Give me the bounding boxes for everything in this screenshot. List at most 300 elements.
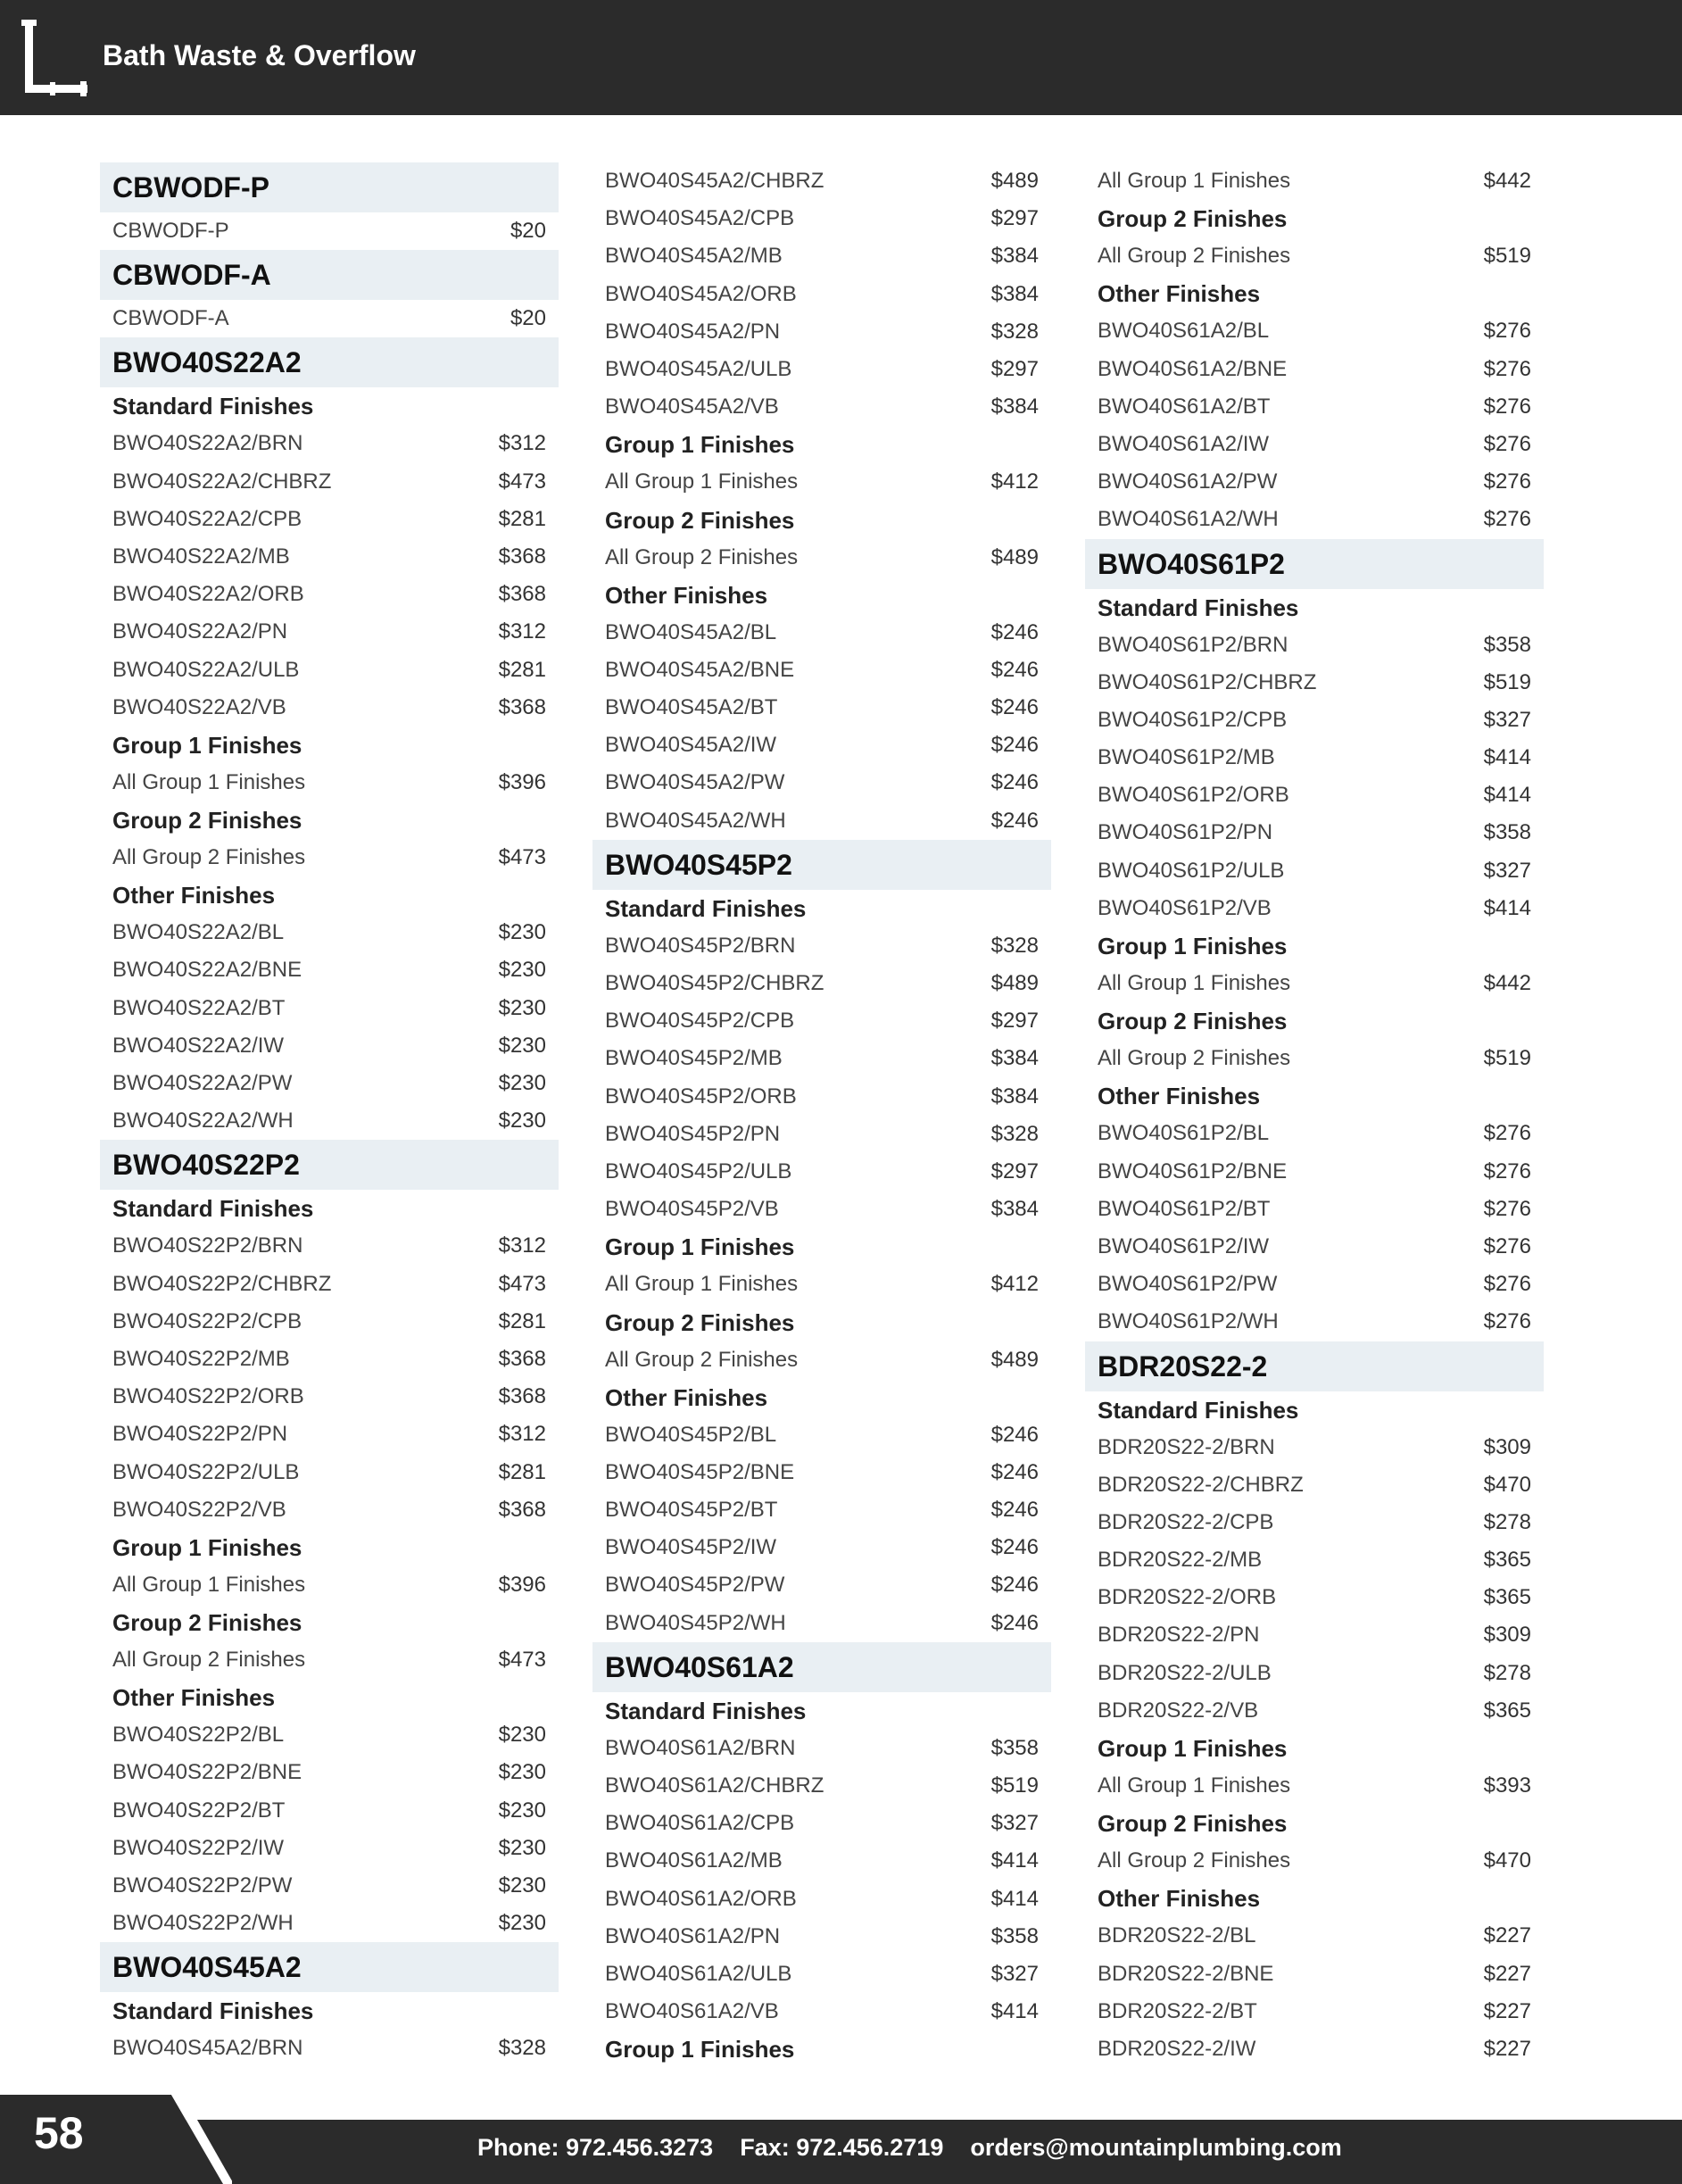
item-code: BWO40S45P2/BL xyxy=(605,1422,777,1447)
item-price: $246 xyxy=(990,657,1039,682)
price-row xyxy=(1085,388,1544,426)
price-row xyxy=(592,1767,1051,1805)
item-code: BDR20S22-2/ULB xyxy=(1098,1660,1272,1685)
finish-group-heading: Other Finishes xyxy=(1098,1885,1261,1913)
price-row xyxy=(1085,1429,1544,1466)
item-code: All Group 1 Finishes xyxy=(605,1272,799,1297)
item-price: $358 xyxy=(1483,820,1531,845)
price-row xyxy=(100,839,559,876)
price-row xyxy=(1085,426,1544,463)
price-row xyxy=(1085,776,1544,814)
item-code: BWO40S22P2/WH xyxy=(112,1911,294,1936)
item-price: $368 xyxy=(498,694,546,719)
price-row xyxy=(592,388,1051,426)
item-code: BWO40S22A2/ORB xyxy=(112,582,304,607)
item-price: $230 xyxy=(498,995,546,1020)
finish-group-heading: Other Finishes xyxy=(112,882,276,909)
section-heading: BWO40S22P2 xyxy=(100,1140,559,1190)
price-row xyxy=(592,1040,1051,1077)
item-code: BWO40S22P2/PN xyxy=(112,1422,288,1447)
item-code: All Group 2 Finishes xyxy=(1098,1848,1291,1873)
price-row xyxy=(592,1842,1051,1880)
item-code: BWO40S22P2/ORB xyxy=(112,1384,304,1409)
item-code: BWO40S22A2/MB xyxy=(112,544,290,569)
item-code: BWO40S45P2/VB xyxy=(605,1197,779,1222)
price-row xyxy=(592,1266,1051,1303)
item-price: $384 xyxy=(990,394,1039,419)
item-code: All Group 1 Finishes xyxy=(112,769,306,794)
item-code: BWO40S61A2/PN xyxy=(605,1923,781,1948)
item-code: BWO40S61A2/PW xyxy=(1098,469,1278,494)
item-price: $230 xyxy=(498,1033,546,1058)
item-price: $328 xyxy=(498,2036,546,2061)
item-price: $412 xyxy=(990,469,1039,494)
item-price: $368 xyxy=(498,582,546,607)
price-column-1 xyxy=(100,162,559,2068)
item-price: $312 xyxy=(498,619,546,644)
price-row xyxy=(1085,1956,1544,1993)
item-code: BDR20S22-2/BNE xyxy=(1098,1961,1274,1986)
item-code: BWO40S61A2/ORB xyxy=(605,1886,797,1911)
item-price: $327 xyxy=(1483,858,1531,883)
price-row xyxy=(1085,1228,1544,1266)
price-row xyxy=(592,1605,1051,1642)
item-price: $470 xyxy=(1483,1848,1531,1873)
finish-group-heading: Group 2 Finishes xyxy=(112,1609,302,1637)
item-code: All Group 1 Finishes xyxy=(1098,971,1291,995)
item-price: $473 xyxy=(498,469,546,494)
finish-group-heading: Standard Finishes xyxy=(605,894,807,922)
price-row xyxy=(592,965,1051,1002)
item-price: $358 xyxy=(990,1735,1039,1760)
price-row xyxy=(1085,739,1544,776)
item-price: $230 xyxy=(498,1723,546,1748)
item-price: $276 xyxy=(1483,356,1531,381)
item-price: $227 xyxy=(1483,1923,1531,1948)
price-row xyxy=(1085,1692,1544,1730)
item-code: BWO40S45P2/IW xyxy=(605,1535,777,1560)
item-code: BWO40S61P2/BNE xyxy=(1098,1158,1288,1183)
item-code: BWO40S45A2/WH xyxy=(605,808,786,833)
item-code: BWO40S22A2/WH xyxy=(112,1109,294,1134)
item-code: BWO40S45P2/BRN xyxy=(605,933,796,958)
price-row xyxy=(592,1116,1051,1153)
item-price: $276 xyxy=(1483,1158,1531,1183)
finish-group-heading: Other Finishes xyxy=(1098,280,1261,308)
price-row xyxy=(1085,1466,1544,1504)
item-price: $414 xyxy=(990,1999,1039,2024)
item-price: $20 xyxy=(510,219,546,243)
price-row xyxy=(100,1454,559,1491)
price-row xyxy=(100,1754,559,1791)
item-price: $489 xyxy=(990,169,1039,193)
finish-group-heading: Standard Finishes xyxy=(605,1697,807,1724)
item-code: BWO40S45A2/ORB xyxy=(605,281,797,306)
item-code: BWO40S45P2/MB xyxy=(605,1046,783,1071)
price-row xyxy=(1085,890,1544,927)
section-heading: BWO40S45A2 xyxy=(100,1942,559,1992)
item-price: $328 xyxy=(990,933,1039,958)
price-row xyxy=(100,613,559,651)
item-price: $365 xyxy=(1483,1698,1531,1723)
item-code: BWO40S61P2/PW xyxy=(1098,1272,1278,1297)
item-price: $365 xyxy=(1483,1585,1531,1610)
price-row xyxy=(100,300,559,337)
item-price: $276 xyxy=(1483,319,1531,344)
price-row xyxy=(100,1830,559,1867)
item-code: All Group 2 Finishes xyxy=(605,1347,799,1372)
item-code: BWO40S22A2/ULB xyxy=(112,657,300,682)
price-row xyxy=(1085,237,1544,275)
pipe-logo-icon xyxy=(20,16,91,98)
item-price: $278 xyxy=(1483,1509,1531,1534)
item-code: BWO40S45P2/PN xyxy=(605,1121,781,1146)
item-price: $281 xyxy=(498,1308,546,1333)
section-heading: BWO40S61A2 xyxy=(592,1642,1051,1692)
item-price: $327 xyxy=(990,1961,1039,1986)
item-code: BWO40S61P2/BT xyxy=(1098,1196,1271,1221)
item-price: $276 xyxy=(1483,1196,1531,1221)
price-row xyxy=(592,1454,1051,1491)
item-code: BWO40S45A2/MB xyxy=(605,244,783,269)
item-code: BWO40S45A2/CPB xyxy=(605,206,795,231)
item-code: BWO40S22A2/VB xyxy=(112,694,286,719)
item-code: BDR20S22-2/MB xyxy=(1098,1548,1263,1573)
price-row xyxy=(100,1303,559,1341)
item-price: $227 xyxy=(1483,1961,1531,1986)
item-price: $368 xyxy=(498,544,546,569)
item-code: BWO40S61P2/WH xyxy=(1098,1309,1279,1334)
price-row xyxy=(1085,1115,1544,1152)
item-code: BWO40S61P2/CHBRZ xyxy=(1098,669,1317,694)
item-price: $519 xyxy=(1483,1046,1531,1071)
price-row xyxy=(100,1416,559,1453)
item-price: $368 xyxy=(498,1384,546,1409)
item-code: BWO40S45A2/ULB xyxy=(605,356,792,381)
price-column-2 xyxy=(592,162,1051,2068)
page-header xyxy=(0,0,1682,115)
price-row xyxy=(1085,1767,1544,1805)
price-row xyxy=(1085,1040,1544,1077)
item-code: BDR20S22-2/ORB xyxy=(1098,1585,1277,1610)
price-row xyxy=(1085,1266,1544,1303)
price-row xyxy=(1085,1541,1544,1579)
item-code: BWO40S22P2/BNE xyxy=(112,1760,302,1785)
price-row xyxy=(1085,1303,1544,1341)
section-heading: CBWODF-P xyxy=(100,162,559,212)
item-code: BWO40S61P2/ORB xyxy=(1098,783,1289,808)
item-price: $384 xyxy=(990,1046,1039,1071)
item-price: $473 xyxy=(498,1271,546,1296)
item-price: $227 xyxy=(1483,2036,1531,2061)
price-row xyxy=(592,313,1051,351)
item-code: BWO40S22A2/CHBRZ xyxy=(112,469,332,494)
price-row xyxy=(592,351,1051,388)
item-code: BWO40S22A2/BRN xyxy=(112,431,303,456)
price-row xyxy=(1085,1655,1544,1692)
price-row xyxy=(1085,1191,1544,1228)
item-code: BWO40S22P2/BT xyxy=(112,1798,286,1823)
item-price: $327 xyxy=(1483,707,1531,732)
item-price: $246 xyxy=(990,1610,1039,1635)
price-row xyxy=(592,1566,1051,1604)
item-price: $368 xyxy=(498,1497,546,1522)
price-row xyxy=(592,1341,1051,1379)
item-price: $246 xyxy=(990,808,1039,833)
item-code: BWO40S61P2/PN xyxy=(1098,820,1273,845)
price-row xyxy=(1085,1917,1544,1955)
price-row xyxy=(100,1341,559,1378)
finish-group-heading: Group 1 Finishes xyxy=(605,2036,795,2064)
item-code: BWO40S61P2/ULB xyxy=(1098,858,1285,883)
section-heading: BWO40S61P2 xyxy=(1085,539,1544,589)
item-code: BWO40S22P2/BL xyxy=(112,1723,285,1748)
item-code: All Group 2 Finishes xyxy=(112,1648,306,1673)
price-row xyxy=(1085,627,1544,664)
item-price: $312 xyxy=(498,1233,546,1258)
price-row xyxy=(592,1078,1051,1116)
item-price: $412 xyxy=(990,1272,1039,1297)
price-row xyxy=(592,200,1051,237)
footer-contact xyxy=(477,2130,1342,2165)
item-code: BDR20S22-2/BT xyxy=(1098,1998,1257,2023)
item-code: BWO40S45A2/VB xyxy=(605,394,779,419)
footer-phone: Phone: 972.456.3273 xyxy=(477,2134,714,2161)
item-price: $414 xyxy=(990,1886,1039,1911)
item-code: All Group 1 Finishes xyxy=(605,469,799,494)
price-row xyxy=(592,1881,1051,1918)
finish-group-heading: Group 2 Finishes xyxy=(605,506,795,534)
price-row xyxy=(100,951,559,989)
item-code: CBWODF-A xyxy=(112,306,229,331)
price-row xyxy=(100,652,559,689)
price-row xyxy=(1085,702,1544,739)
item-price: $230 xyxy=(498,958,546,983)
item-code: BWO40S22P2/VB xyxy=(112,1497,286,1522)
item-code: All Group 2 Finishes xyxy=(1098,1046,1291,1071)
item-code: BDR20S22-2/IW xyxy=(1098,2036,1256,2061)
price-row xyxy=(592,689,1051,727)
item-code: BWO40S61A2/CPB xyxy=(605,1811,795,1836)
price-row xyxy=(592,237,1051,275)
price-row xyxy=(1085,664,1544,702)
price-row xyxy=(1085,1504,1544,1541)
item-code: BWO40S22A2/PN xyxy=(112,619,288,644)
item-price: $281 xyxy=(498,1459,546,1484)
item-price: $281 xyxy=(498,657,546,682)
item-price: $230 xyxy=(498,1911,546,1936)
price-row xyxy=(100,1065,559,1102)
item-code: BWO40S22P2/ULB xyxy=(112,1459,300,1484)
price-row xyxy=(592,764,1051,801)
item-code: BDR20S22-2/PN xyxy=(1098,1623,1260,1648)
item-price: $358 xyxy=(990,1923,1039,1948)
finish-group-heading: Standard Finishes xyxy=(1098,594,1299,621)
section-heading: BWO40S45P2 xyxy=(592,840,1051,890)
item-price: $489 xyxy=(990,971,1039,995)
item-price: $519 xyxy=(1483,244,1531,269)
item-price: $230 xyxy=(498,1109,546,1134)
item-price: $246 xyxy=(990,619,1039,644)
item-code: BWO40S61A2/VB xyxy=(605,1999,779,2024)
item-code: BDR20S22-2/BRN xyxy=(1098,1434,1275,1459)
item-price: $312 xyxy=(498,431,546,456)
item-code: BWO40S61P2/MB xyxy=(1098,745,1275,770)
item-price: $297 xyxy=(990,356,1039,381)
finish-group-heading: Group 1 Finishes xyxy=(1098,1735,1288,1762)
item-code: All Group 2 Finishes xyxy=(1098,244,1291,269)
item-price: $297 xyxy=(990,1009,1039,1034)
price-row xyxy=(100,1027,559,1065)
item-price: $519 xyxy=(1483,669,1531,694)
item-code: BWO40S45A2/PW xyxy=(605,770,785,795)
item-code: CBWODF-P xyxy=(112,219,229,243)
price-row xyxy=(592,1918,1051,1956)
item-price: $396 xyxy=(498,769,546,794)
price-row xyxy=(1085,965,1544,1002)
item-code: BWO40S45P2/PW xyxy=(605,1573,785,1598)
finish-group-heading: Group 1 Finishes xyxy=(112,731,302,759)
item-code: BWO40S61P2/CPB xyxy=(1098,707,1288,732)
item-price: $246 xyxy=(990,1535,1039,1560)
finish-group-heading: Standard Finishes xyxy=(112,1195,314,1223)
finish-group-heading: Group 2 Finishes xyxy=(1098,205,1288,233)
item-price: $414 xyxy=(1483,783,1531,808)
item-price: $489 xyxy=(990,544,1039,569)
item-code: BWO40S45P2/WH xyxy=(605,1610,786,1635)
price-row xyxy=(1085,501,1544,538)
item-code: All Group 1 Finishes xyxy=(112,1572,306,1597)
item-price: $230 xyxy=(498,1760,546,1785)
item-price: $312 xyxy=(498,1422,546,1447)
item-price: $309 xyxy=(1483,1434,1531,1459)
item-price: $384 xyxy=(990,281,1039,306)
item-code: All Group 2 Finishes xyxy=(112,845,306,870)
price-row xyxy=(100,1491,559,1529)
price-row xyxy=(592,276,1051,313)
price-row xyxy=(592,1191,1051,1228)
item-code: BWO40S61P2/BRN xyxy=(1098,632,1288,657)
price-row xyxy=(592,1993,1051,2030)
finish-group-heading: Standard Finishes xyxy=(1098,1396,1299,1424)
item-price: $230 xyxy=(498,1071,546,1095)
section-heading: CBWODF-A xyxy=(100,250,559,300)
finish-group-heading: Standard Finishes xyxy=(112,1997,314,2025)
price-row xyxy=(100,1716,559,1754)
item-price: $358 xyxy=(1483,632,1531,657)
price-row xyxy=(100,1102,559,1140)
item-price: $327 xyxy=(990,1811,1039,1836)
item-code: BWO40S45A2/BT xyxy=(605,695,778,720)
price-row xyxy=(592,1529,1051,1566)
item-code: BWO40S61A2/ULB xyxy=(605,1961,792,1986)
item-price: $276 xyxy=(1483,1233,1531,1258)
item-price: $246 xyxy=(990,770,1039,795)
price-row xyxy=(1085,1842,1544,1880)
finish-group-heading: Group 2 Finishes xyxy=(1098,1008,1288,1035)
page-number: 58 xyxy=(34,2108,84,2158)
item-code: BWO40S45P2/BT xyxy=(605,1498,778,1523)
price-row xyxy=(100,1378,559,1416)
footer-email[interactable]: orders@mountainplumbing.com xyxy=(970,2134,1342,2161)
price-row xyxy=(100,1792,559,1830)
item-price: $393 xyxy=(1483,1773,1531,1798)
item-code: BWO40S22A2/PW xyxy=(112,1071,293,1095)
page-title: Bath Waste & Overflow xyxy=(103,39,416,71)
item-code: BWO40S22P2/IW xyxy=(112,1835,285,1860)
finish-group-heading: Group 2 Finishes xyxy=(1098,1810,1288,1838)
item-code: BWO40S61A2/MB xyxy=(605,1848,783,1873)
item-code: BWO40S45P2/ORB xyxy=(605,1084,797,1109)
item-price: $276 xyxy=(1483,507,1531,532)
item-code: BWO40S61A2/BL xyxy=(1098,319,1270,344)
item-price: $384 xyxy=(990,244,1039,269)
item-code: BWO40S22P2/CPB xyxy=(112,1308,302,1333)
item-price: $276 xyxy=(1483,394,1531,419)
item-price: $414 xyxy=(1483,745,1531,770)
price-row xyxy=(592,1805,1051,1842)
item-code: BWO40S61A2/BRN xyxy=(605,1735,796,1760)
item-code: BWO40S61A2/BNE xyxy=(1098,356,1288,381)
item-price: $278 xyxy=(1483,1660,1531,1685)
item-price: $414 xyxy=(1483,895,1531,920)
item-code: BWO40S45P2/CHBRZ xyxy=(605,971,824,995)
price-row xyxy=(100,990,559,1027)
price-row xyxy=(100,1905,559,1942)
item-code: BWO40S45A2/BNE xyxy=(605,657,795,682)
price-row xyxy=(592,614,1051,652)
item-code: BWO40S22P2/PW xyxy=(112,1873,293,1898)
item-code: BDR20S22-2/CHBRZ xyxy=(1098,1472,1304,1497)
item-code: BWO40S22P2/MB xyxy=(112,1346,290,1371)
item-code: BWO40S22P2/CHBRZ xyxy=(112,1271,332,1296)
price-row xyxy=(100,1867,559,1905)
price-row xyxy=(592,1002,1051,1040)
item-price: $384 xyxy=(990,1084,1039,1109)
item-code: All Group 1 Finishes xyxy=(1098,169,1291,193)
item-code: BWO40S45A2/IW xyxy=(605,733,777,758)
price-row xyxy=(100,212,559,250)
item-price: $276 xyxy=(1483,1121,1531,1146)
price-row xyxy=(1085,2030,1544,2068)
item-code: BWO40S61A2/IW xyxy=(1098,431,1270,456)
item-code: BWO40S45A2/BL xyxy=(605,619,777,644)
item-code: All Group 1 Finishes xyxy=(1098,1773,1291,1798)
item-price: $384 xyxy=(990,1197,1039,1222)
item-code: BWO40S61P2/IW xyxy=(1098,1233,1270,1258)
item-price: $473 xyxy=(498,845,546,870)
item-price: $230 xyxy=(498,920,546,945)
price-row xyxy=(592,1730,1051,1767)
item-code: BWO40S22A2/BT xyxy=(112,995,286,1020)
price-row xyxy=(1085,312,1544,350)
price-row xyxy=(100,538,559,576)
section-heading: BDR20S22-2 xyxy=(1085,1341,1544,1391)
item-price: $276 xyxy=(1483,431,1531,456)
price-row xyxy=(592,1416,1051,1454)
item-code: BWO40S45P2/ULB xyxy=(605,1158,792,1183)
item-price: $489 xyxy=(990,1347,1039,1372)
price-row xyxy=(1085,463,1544,501)
price-row xyxy=(592,162,1051,200)
price-row xyxy=(100,501,559,538)
item-code: BWO40S22A2/BL xyxy=(112,920,285,945)
price-row xyxy=(100,1641,559,1679)
item-code: BWO40S61P2/VB xyxy=(1098,895,1272,920)
item-code: BWO40S45A2/BRN xyxy=(112,2036,303,2061)
item-price: $368 xyxy=(498,1346,546,1371)
price-row xyxy=(1085,351,1544,388)
